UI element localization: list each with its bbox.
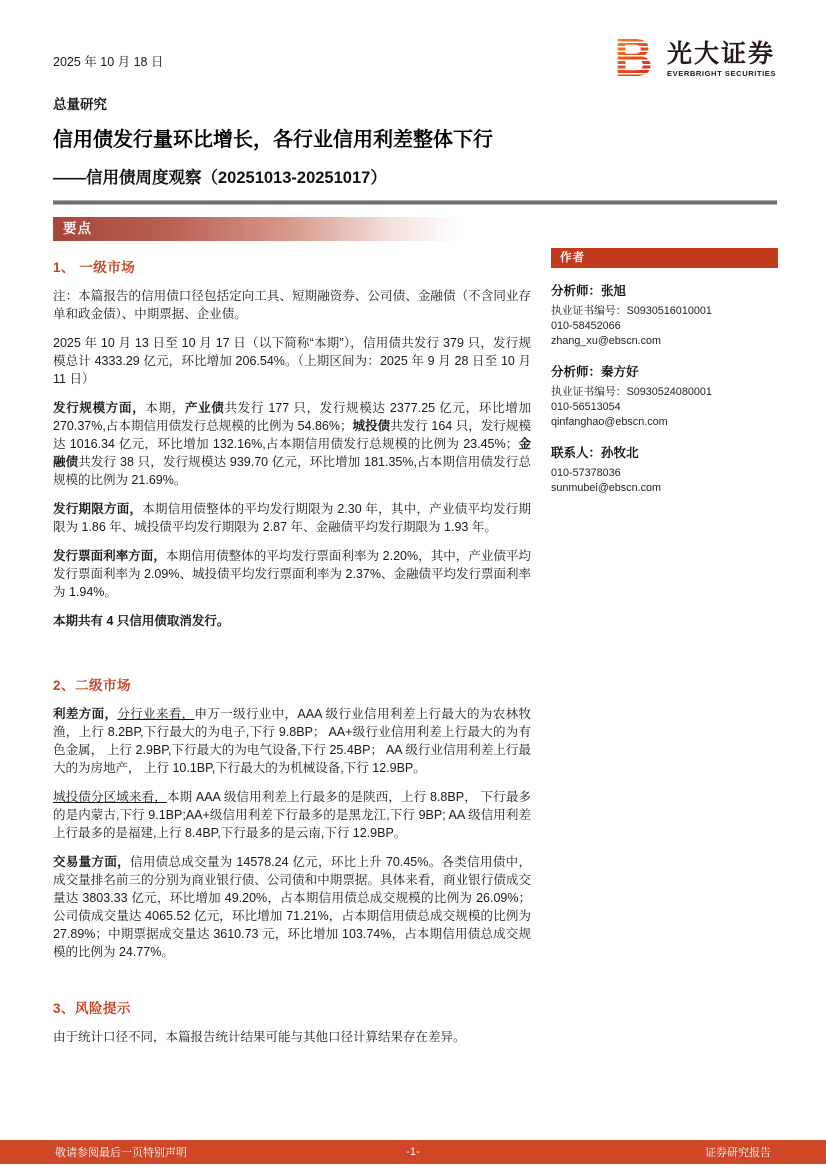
text-run: 城投债分区域来看， bbox=[53, 790, 167, 804]
header-divider bbox=[53, 200, 777, 205]
paragraph bbox=[53, 705, 531, 777]
text-run: 交易量方面， bbox=[53, 855, 130, 869]
report-category: 总量研究 bbox=[53, 97, 107, 112]
contact-role: 联系人： bbox=[551, 446, 602, 460]
analyst-email: zhang_xu@ebscn.com bbox=[551, 335, 661, 347]
section-heading: 3、风险提示 bbox=[53, 1001, 132, 1016]
key-points-banner: 要点 bbox=[53, 217, 463, 241]
contact-person: 孙牧北 bbox=[601, 446, 639, 460]
text-run: 分行业来看， bbox=[117, 707, 195, 721]
analyst-role: 分析师： bbox=[551, 284, 602, 298]
contact-phone: 010-57378036 bbox=[551, 467, 621, 479]
analyst-email: qinfanghao@ebscn.com bbox=[551, 416, 668, 428]
section-risk-notice bbox=[53, 997, 531, 1046]
author-banner: 作者 bbox=[551, 248, 778, 268]
report-title: 信用债发行量环比增长，各行业信用利差整体下行 bbox=[53, 129, 493, 151]
analyst-name bbox=[551, 362, 778, 380]
text-run: 发行规模方面， bbox=[53, 401, 146, 415]
paragraph bbox=[53, 1028, 531, 1046]
footer-disclaimer: 敬请参阅最后一页特别声明 bbox=[55, 1147, 187, 1159]
text-run: 共发行 177 只，发行规模达 2377.25 亿元，环比增加 270.37%,占本期信用债发行总规模的比例为 54.86%； bbox=[53, 401, 531, 433]
text-run: 发行期限方面， bbox=[53, 502, 143, 516]
section-secondary-market bbox=[53, 674, 531, 961]
paragraph bbox=[53, 399, 531, 489]
section-heading: 1、 一级市场 bbox=[53, 260, 136, 275]
text-run: 利差方面， bbox=[53, 707, 118, 721]
paragraph bbox=[53, 853, 531, 961]
text-run: 2025 年 10 月 13 日至 10 月 17 日（以下简称“本期”），信用债共发行 379 只，发行规模总计 4333.29 亿元，环比增加 206.54%。（上期区间为：2025 年 9 月 28 日至 10 月 11 日） bbox=[53, 336, 531, 386]
page-footer bbox=[0, 1140, 826, 1164]
analyst-license: 执业证书编号：S0930516010001 bbox=[551, 305, 712, 317]
paragraph bbox=[53, 547, 531, 601]
analyst-phone: 010-56513054 bbox=[551, 401, 621, 413]
paragraph bbox=[53, 287, 531, 323]
text-run: 由于统计口径不同，本篇报告统计结果可能与其他口径计算结果存在差异。 bbox=[53, 1030, 466, 1044]
page-number: -1- bbox=[406, 1146, 420, 1158]
analyst-block bbox=[551, 281, 778, 349]
text-run: 信用债总成交量为 14578.24 亿元，环比上升 70.45%。各类信用债中，成交量排名前三的分别为商业银行债、公司债和中期票据。具体来看，商业银行债成交量达 3803.33 亿元，环比增加 49.20%，占本期信用债总成交规模的比例为 26.09%；公司债成交量达 4065.52 亿元，环比增加 71.21%，占本期信用债总成交规模的比例为 27.89%；中期票据成交量达 3610.73 元，环比增加 103.74%，占本期信用债总成交规模的比例为 24.77%。 bbox=[53, 855, 531, 959]
everbright-logo bbox=[612, 34, 776, 85]
text-run: 共发行 38 只，发行规模达 939.70 亿元，环比增加 181.35%,占本期信用债发行总规模的比例为 21.69%。 bbox=[53, 455, 531, 487]
analyst-name bbox=[551, 281, 778, 299]
analyst-block bbox=[551, 362, 778, 430]
text-run: 本期信用债整体的平均发行票面利率为 2.20%，其中，产业债平均发行票面利率为 2.09%、城投债平均发行票面利率为 2.37%、金融债平均发行票面利率为 1.94%。 bbox=[53, 549, 531, 599]
text-run: 本期信用债整体的平均发行期限为 2.30 年，其中，产业债平均发行期限为 1.86 年、城投债平均发行期限为 2.87 年、金融债平均发行期限为 1.93 年。 bbox=[53, 502, 531, 534]
analyst-person: 张旭 bbox=[601, 284, 627, 298]
section-primary-market bbox=[53, 256, 531, 630]
paragraph bbox=[53, 334, 531, 388]
text-run: 注：本篇报告的信用债口径包括定向工具、短期融资券、公司债、金融债（不含同业存单和政金债）、中期票据、企业债。 bbox=[53, 289, 531, 321]
contact-block bbox=[551, 443, 778, 496]
logo-name-cn: 光大证券 bbox=[666, 39, 775, 68]
logo-name-en: EVERBRIGHT SECURITIES bbox=[666, 69, 776, 79]
section-heading: 2、二级市场 bbox=[53, 678, 132, 693]
report-date: 2025 年 10 月 18 日 bbox=[53, 55, 164, 69]
footer-report-type: 证券研究报告 bbox=[705, 1147, 771, 1159]
analyst-phone: 010-58452066 bbox=[551, 320, 621, 332]
analyst-person: 秦方好 bbox=[601, 365, 639, 379]
text-run: 本期， bbox=[145, 401, 185, 415]
text-run: 发行票面利率方面， bbox=[53, 549, 166, 563]
contact-name bbox=[551, 443, 778, 461]
paragraph bbox=[53, 612, 531, 630]
text-run: 本期 AAA 级信用利差上行最多的是陕西，上行 8.8BP， 下行最多的是内蒙古,下行 9.1BP;AA+级信用利差下行最多的是黑龙江,下行 9BP; AA 级信用利差上行最多的是福建,上行 8.4BP,下行最多的是云南,下行 12.9BP。 bbox=[53, 790, 531, 840]
text-run: 城投债 bbox=[352, 419, 391, 433]
analyst-role: 分析师： bbox=[551, 365, 602, 379]
text-run: 金融债 bbox=[53, 437, 531, 469]
paragraph bbox=[53, 500, 531, 536]
analyst-license: 执业证书编号：S0930524080001 bbox=[551, 386, 712, 398]
paragraph bbox=[53, 788, 531, 842]
text-run: 共发行 164 只，发行规模达 1016.34 亿元，环比增加 132.16%,占本期信用债发行总规模的比例为 23.45%； bbox=[53, 419, 531, 451]
contact-email: sunmubei@ebscn.com bbox=[551, 482, 661, 494]
text-run: 本期共有 4 只信用债取消发行。 bbox=[53, 614, 230, 628]
text-run: 产业债 bbox=[184, 401, 225, 415]
report-subtitle: ——信用债周度观察（20251013-20251017） bbox=[53, 169, 387, 187]
author-sidebar bbox=[551, 248, 778, 496]
everbright-logo-icon bbox=[612, 34, 658, 85]
text-run: 申万一级行业中，AAA 级行业信用利差上行最大的为农林牧渔，上行 8.2BP,下行最大的为电子,下行 9.8BP； AA+级行业信用利差上行最大的为有色金属， 上行 2.9BP,下行最大的为电气设备,下行 25.4BP； AA 级行业信用利差上行最大的为房地产， 上行 10.1BP,下行最大的为机械设备,下行 12.9BP。 bbox=[53, 707, 531, 775]
report-body bbox=[53, 256, 531, 1057]
